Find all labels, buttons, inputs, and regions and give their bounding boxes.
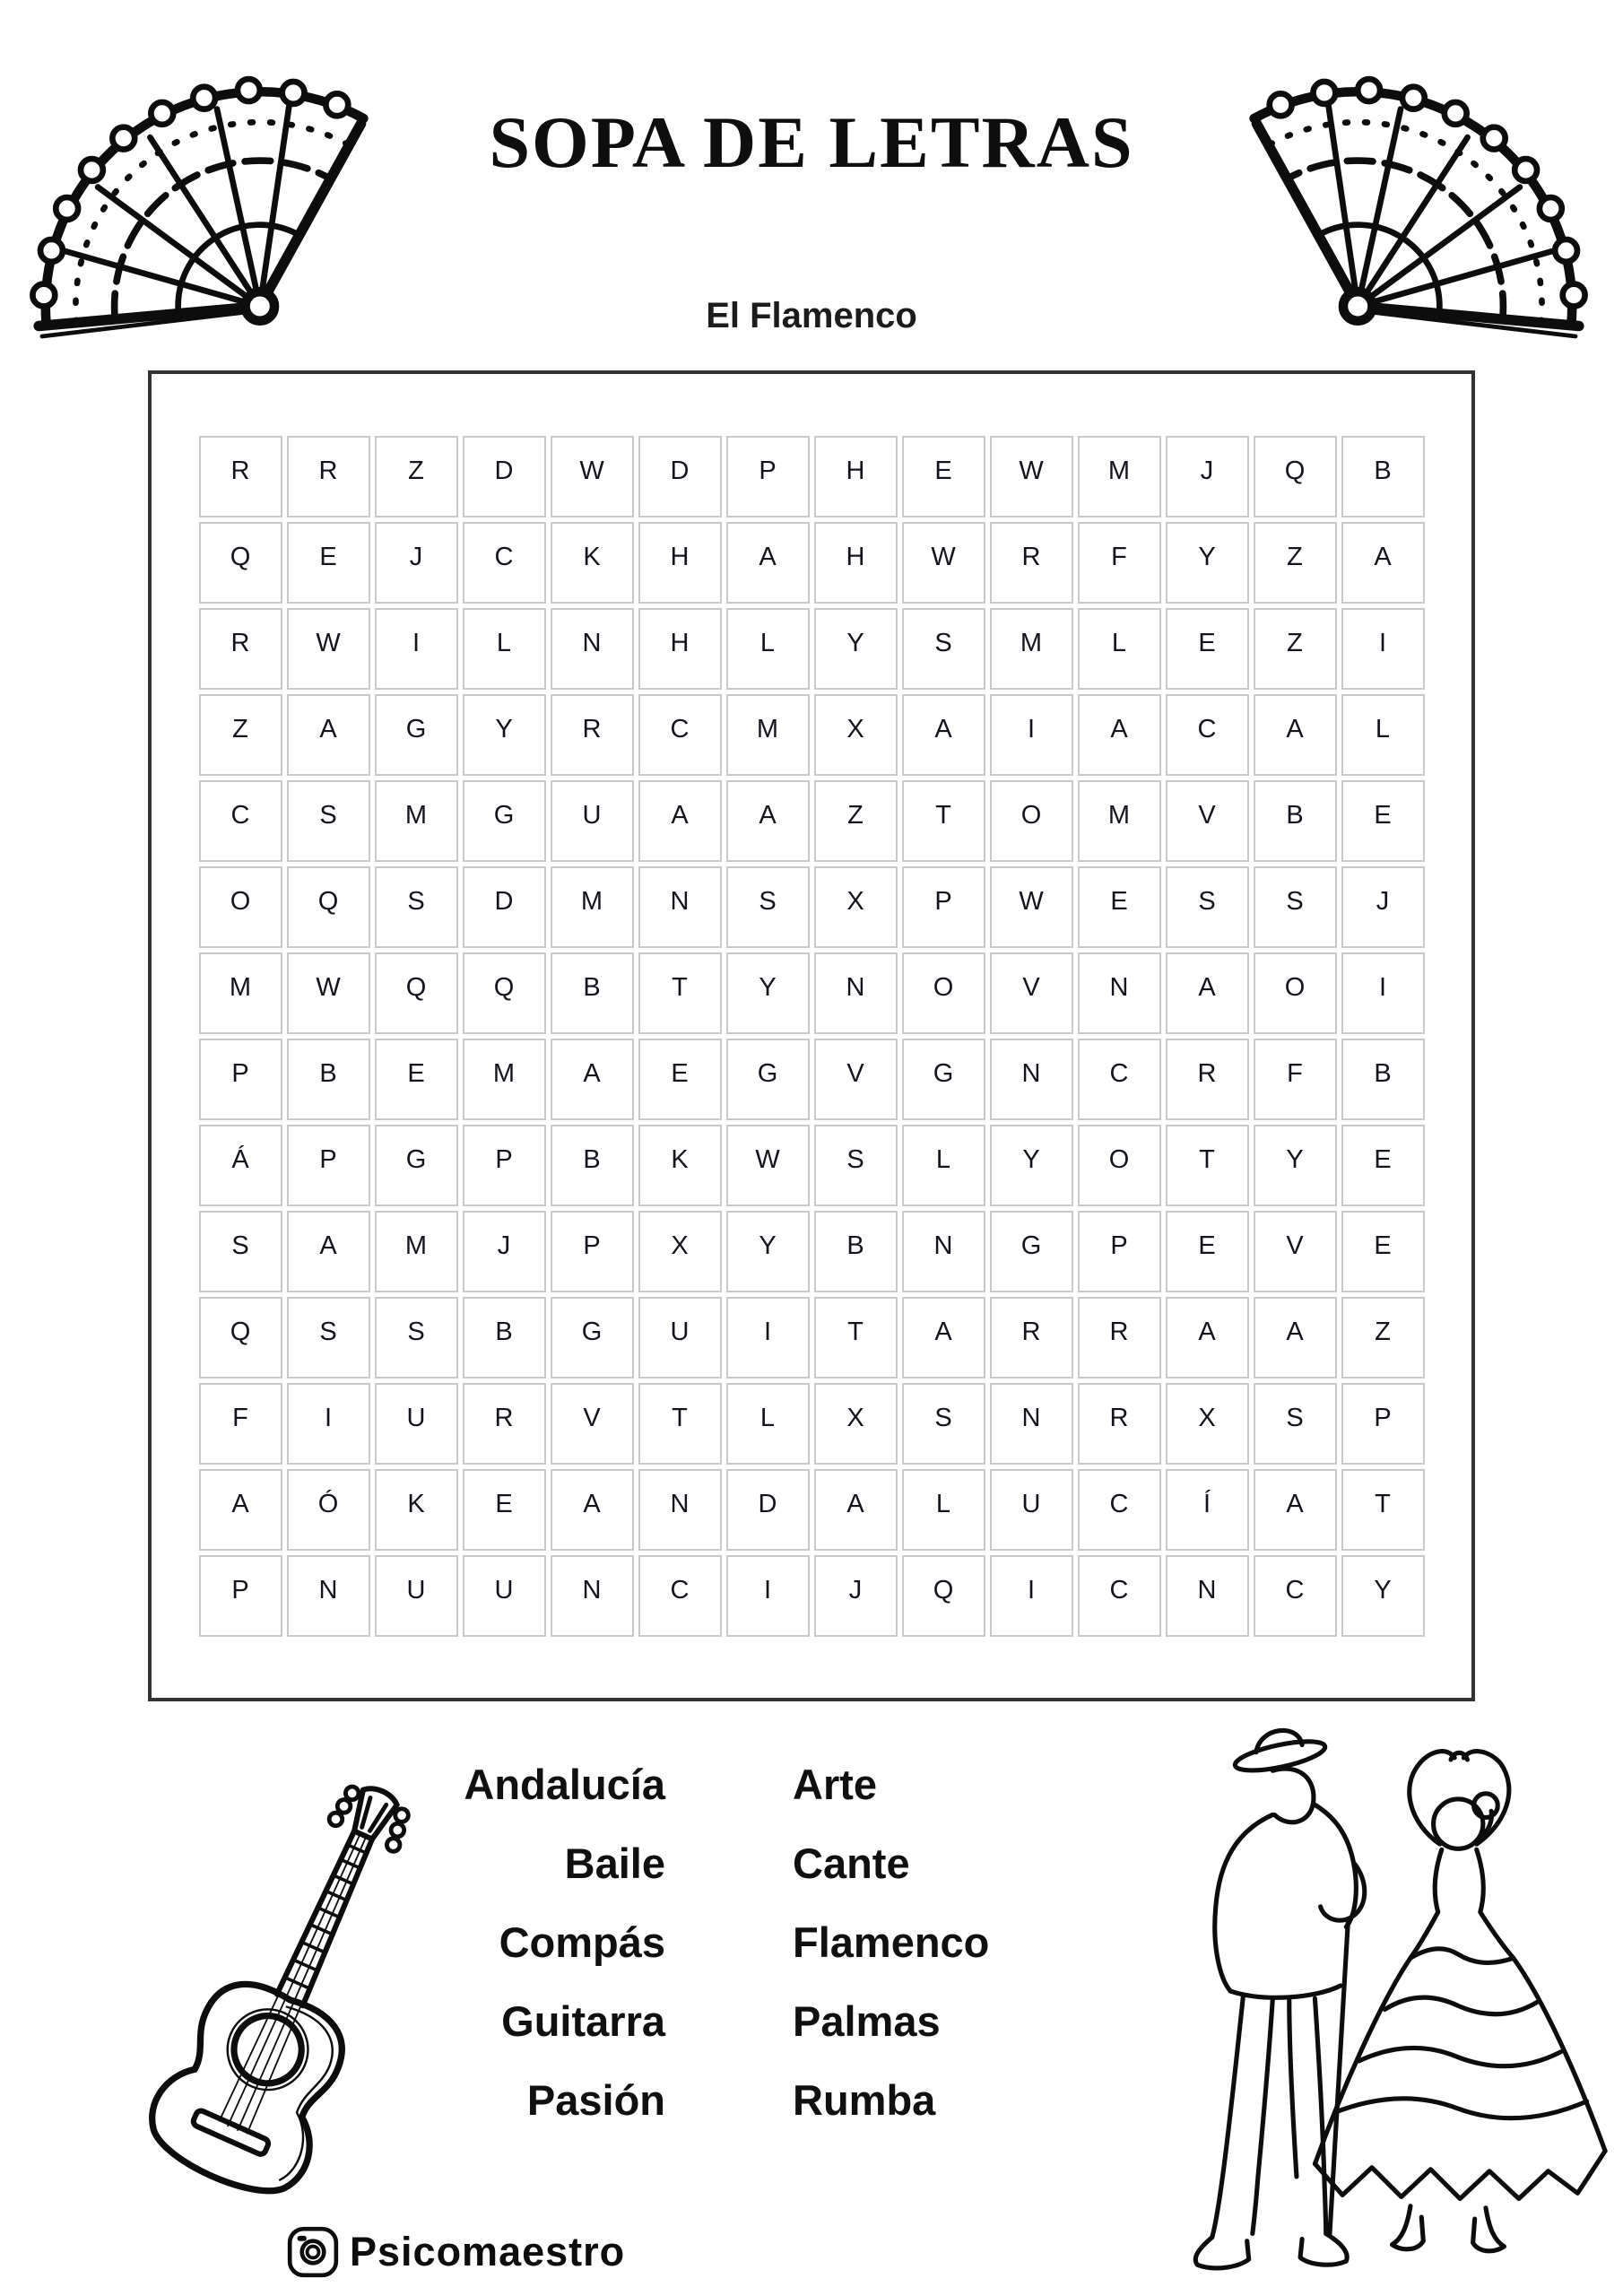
grid-cell[interactable]: N [1166,1555,1249,1637]
grid-cell[interactable]: I [726,1555,810,1637]
grid-cell[interactable]: R [1166,1039,1249,1120]
grid-cell[interactable]: U [375,1555,458,1637]
grid-cell[interactable]: Y [990,1125,1073,1206]
grid-cell[interactable]: V [990,952,1073,1034]
puzzle-subtitle: El Flamenco [706,296,917,335]
grid-cell[interactable]: A [902,694,985,776]
grid-cell[interactable]: O [990,780,1073,862]
grid-cell[interactable]: A [726,780,810,862]
grid-cell[interactable]: H [814,436,898,517]
grid-cell[interactable]: S [375,866,458,948]
grid-row [199,608,1425,690]
grid-cell[interactable]: N [814,952,898,1034]
grid-cell[interactable]: E [463,1469,546,1551]
grid-cell[interactable]: K [375,1469,458,1551]
grid-cell[interactable]: N [287,1555,370,1637]
grid-cell[interactable]: A [551,1039,634,1120]
grid-cell[interactable]: E [1078,866,1161,948]
grid-cell[interactable]: P [199,1039,282,1120]
grid-cell[interactable]: P [1341,1383,1425,1465]
grid-cell[interactable]: T [902,780,985,862]
grid-cell[interactable]: C [1078,1555,1161,1637]
grid-cell[interactable]: A [726,522,810,604]
grid-cell[interactable]: G [463,780,546,862]
flamenco-dancers-icon [1132,1686,1616,2292]
word-list-column-left [296,1745,665,2140]
grid-cell[interactable]: N [902,1211,985,1292]
word-item[interactable]: Flamenco [793,1918,990,1966]
grid-cell[interactable]: Í [1166,1469,1249,1551]
grid-cell[interactable]: Z [1254,608,1337,690]
grid-cell[interactable]: Y [463,694,546,776]
grid-cell[interactable]: Q [1254,436,1337,517]
grid-cell[interactable]: M [551,866,634,948]
grid-cell[interactable]: E [375,1039,458,1120]
grid-cell[interactable]: C [1078,1039,1161,1120]
grid-cell[interactable]: A [902,1297,985,1378]
grid-cell[interactable]: R [463,1383,546,1465]
instagram-handle: Psicomaestro [350,2229,626,2274]
grid-cell[interactable]: Z [375,436,458,517]
grid-cell[interactable]: Q [902,1555,985,1637]
grid-cell[interactable]: L [902,1125,985,1206]
grid-row [199,1211,1425,1292]
grid-cell[interactable]: B [551,1125,634,1206]
grid-cell[interactable]: I [990,694,1073,776]
grid-row [199,780,1425,862]
grid-cell[interactable]: P [551,1211,634,1292]
grid-cell[interactable]: Q [463,952,546,1034]
grid-cell[interactable]: L [902,1469,985,1551]
grid-cell[interactable]: E [1166,608,1249,690]
grid-cell[interactable]: A [1254,1297,1337,1378]
grid-cell[interactable]: C [1078,1469,1161,1551]
grid-cell[interactable]: R [990,522,1073,604]
grid-cell[interactable]: R [551,694,634,776]
grid-cell[interactable]: T [638,1383,722,1465]
grid-cell[interactable]: J [463,1211,546,1292]
grid-cell[interactable]: B [463,1297,546,1378]
grid-cell[interactable]: W [287,608,370,690]
grid-row [199,1125,1425,1206]
grid-cell[interactable]: Q [199,1297,282,1378]
grid-cell[interactable]: Y [1166,522,1249,604]
grid-cell[interactable]: U [463,1555,546,1637]
grid-cell[interactable]: W [902,522,985,604]
grid-cell[interactable]: G [375,1125,458,1206]
grid-cell[interactable]: N [551,1555,634,1637]
grid-cell[interactable]: P [902,866,985,948]
grid-cell[interactable]: M [375,1211,458,1292]
grid-cell[interactable]: M [375,780,458,862]
grid-cell[interactable]: T [638,952,722,1034]
grid-cell[interactable]: C [1254,1555,1337,1637]
word-item[interactable]: Arte [793,1761,878,1808]
word-list [296,1745,1103,2140]
grid-cell[interactable]: Y [726,952,810,1034]
grid-cell[interactable]: B [287,1039,370,1120]
grid-cell[interactable]: B [1341,1039,1425,1120]
letter-grid [195,431,1429,1641]
grid-cell[interactable]: R [1078,1297,1161,1378]
grid-cell[interactable]: N [638,1469,722,1551]
grid-cell[interactable]: M [726,694,810,776]
grid-cell[interactable]: X [814,866,898,948]
grid-cell[interactable]: W [551,436,634,517]
grid-cell[interactable]: Y [726,1211,810,1292]
grid-cell[interactable]: A [1254,1469,1337,1551]
grid-cell[interactable]: Y [1254,1125,1337,1206]
grid-cell[interactable]: X [638,1211,722,1292]
grid-cell[interactable]: A [1078,694,1161,776]
grid-row [199,522,1425,604]
grid-cell[interactable]: R [199,608,282,690]
grid-cell[interactable]: R [1078,1383,1161,1465]
grid-cell[interactable]: U [990,1469,1073,1551]
grid-cell[interactable]: C [199,780,282,862]
grid-cell[interactable]: Q [199,522,282,604]
word-item[interactable]: Cante [793,1839,910,1887]
grid-row [199,866,1425,948]
grid-cell[interactable]: A [287,1211,370,1292]
grid-cell[interactable]: B [814,1211,898,1292]
grid-cell[interactable]: X [1166,1383,1249,1465]
grid-cell[interactable]: V [1254,1211,1337,1292]
grid-cell[interactable]: L [1341,694,1425,776]
grid-cell[interactable]: W [990,866,1073,948]
grid-cell[interactable]: O [199,866,282,948]
grid-cell[interactable]: O [1078,1125,1161,1206]
grid-cell[interactable]: L [726,608,810,690]
grid-cell[interactable]: A [638,780,722,862]
grid-cell[interactable]: I [990,1555,1073,1637]
grid-cell[interactable]: J [1166,436,1249,517]
grid-cell[interactable]: M [1078,780,1161,862]
grid-row [199,1039,1425,1120]
grid-cell[interactable]: S [287,1297,370,1378]
grid-row [199,1383,1425,1465]
grid-cell[interactable]: J [814,1555,898,1637]
word-item[interactable]: Andalucía [464,1761,665,1808]
grid-cell[interactable]: Y [1341,1555,1425,1637]
grid-cell[interactable]: A [199,1469,282,1551]
grid-cell[interactable]: J [1341,866,1425,948]
grid-cell[interactable]: S [1254,866,1337,948]
grid-cell[interactable]: C [638,1555,722,1637]
grid-cell[interactable]: B [551,952,634,1034]
grid-cell[interactable]: C [1166,694,1249,776]
grid-cell[interactable]: O [1254,952,1337,1034]
word-item[interactable]: Palmas [793,1997,941,2045]
grid-cell[interactable]: T [1166,1125,1249,1206]
grid-cell[interactable]: N [990,1383,1073,1465]
grid-cell[interactable]: E [638,1039,722,1120]
letter-grid-frame [148,370,1475,1701]
grid-cell[interactable]: I [375,608,458,690]
grid-cell[interactable]: I [1341,952,1425,1034]
grid-cell[interactable]: C [463,522,546,604]
grid-cell[interactable]: X [814,1383,898,1465]
grid-cell[interactable]: U [551,780,634,862]
grid-cell[interactable]: Q [287,866,370,948]
grid-cell[interactable]: V [1166,780,1249,862]
grid-cell[interactable]: H [814,522,898,604]
grid-cell[interactable]: R [287,436,370,517]
grid-cell[interactable]: S [726,866,810,948]
grid-cell[interactable]: P [199,1555,282,1637]
grid-cell[interactable]: F [1078,522,1161,604]
grid-cell[interactable]: P [287,1125,370,1206]
grid-cell[interactable]: C [638,694,722,776]
grid-cell[interactable]: S [814,1125,898,1206]
grid-cell[interactable]: K [638,1125,722,1206]
grid-cell[interactable]: Z [1254,522,1337,604]
grid-row [199,1469,1425,1551]
grid-cell[interactable]: Ó [287,1469,370,1551]
grid-cell[interactable]: H [638,608,722,690]
word-item[interactable]: Compás [499,1918,665,1966]
grid-cell[interactable]: S [902,608,985,690]
word-item[interactable]: Baile [564,1839,665,1887]
page-title: SOPA DE LETRAS [489,101,1134,183]
grid-cell[interactable]: E [902,436,985,517]
grid-cell[interactable]: A [287,694,370,776]
grid-cell[interactable]: V [814,1039,898,1120]
grid-cell[interactable]: A [1254,694,1337,776]
grid-cell[interactable]: Á [199,1125,282,1206]
word-item[interactable]: Rumba [793,2076,936,2124]
grid-cell[interactable]: T [1341,1469,1425,1551]
grid-cell[interactable]: T [814,1297,898,1378]
grid-cell[interactable]: M [990,608,1073,690]
word-item[interactable]: Pasión [526,2076,665,2124]
grid-row [199,694,1425,776]
grid-cell[interactable]: G [726,1039,810,1120]
grid-cell[interactable]: X [814,694,898,776]
grid-cell[interactable]: G [375,694,458,776]
grid-cell[interactable]: Z [199,694,282,776]
grid-cell[interactable]: A [1341,522,1425,604]
grid-cell[interactable]: U [375,1383,458,1465]
grid-cell[interactable]: E [287,522,370,604]
grid-cell[interactable]: N [1078,952,1161,1034]
grid-cell[interactable]: B [1254,780,1337,862]
grid-cell[interactable]: L [1078,608,1161,690]
instagram-credit[interactable] [285,2224,625,2280]
grid-cell[interactable]: P [726,436,810,517]
grid-cell[interactable]: E [1341,780,1425,862]
grid-cell[interactable]: H [638,522,722,604]
letter-grid-body [199,436,1425,1637]
grid-cell[interactable]: O [902,952,985,1034]
grid-cell[interactable]: M [199,952,282,1034]
grid-cell[interactable]: E [1341,1211,1425,1292]
grid-cell[interactable]: F [1254,1039,1337,1120]
word-list-column-right [793,1745,1103,2140]
grid-cell[interactable]: D [638,436,722,517]
grid-cell[interactable]: S [287,780,370,862]
grid-cell[interactable]: W [726,1125,810,1206]
grid-cell[interactable]: A [814,1469,898,1551]
grid-cell[interactable]: W [990,436,1073,517]
grid-cell[interactable]: M [463,1039,546,1120]
grid-cell[interactable]: D [463,866,546,948]
grid-cell[interactable]: R [199,436,282,517]
grid-cell[interactable]: D [726,1469,810,1551]
grid-cell[interactable]: E [1166,1211,1249,1292]
grid-cell[interactable]: A [1166,1297,1249,1378]
grid-cell[interactable]: N [551,608,634,690]
grid-cell[interactable]: L [726,1383,810,1465]
grid-row [199,436,1425,517]
grid-row [199,1555,1425,1637]
grid-row [199,952,1425,1034]
grid-cell[interactable]: B [1341,436,1425,517]
grid-cell[interactable]: S [199,1211,282,1292]
grid-cell[interactable]: Y [814,608,898,690]
grid-cell[interactable]: Z [1341,1297,1425,1378]
grid-cell[interactable]: D [463,436,546,517]
grid-cell[interactable]: F [199,1383,282,1465]
grid-cell[interactable]: E [1341,1125,1425,1206]
grid-cell[interactable]: K [551,522,634,604]
grid-cell[interactable]: G [990,1211,1073,1292]
grid-cell[interactable]: L [463,608,546,690]
grid-row [199,1297,1425,1378]
word-item[interactable]: Guitarra [501,1997,665,2045]
grid-cell[interactable]: G [551,1297,634,1378]
grid-cell[interactable]: R [990,1297,1073,1378]
grid-cell[interactable]: A [551,1469,634,1551]
grid-cell[interactable]: W [287,952,370,1034]
grid-cell[interactable]: Z [814,780,898,862]
grid-cell[interactable]: S [902,1383,985,1465]
grid-cell[interactable]: J [375,522,458,604]
grid-cell[interactable]: U [638,1297,722,1378]
grid-cell[interactable]: S [1166,866,1249,948]
grid-cell[interactable]: V [551,1383,634,1465]
grid-cell[interactable]: Q [375,952,458,1034]
grid-cell[interactable]: S [375,1297,458,1378]
grid-cell[interactable]: P [463,1125,546,1206]
grid-cell[interactable]: M [1078,436,1161,517]
grid-cell[interactable]: I [287,1383,370,1465]
instagram-icon [285,2224,341,2280]
grid-cell[interactable]: A [1166,952,1249,1034]
grid-cell[interactable]: I [1341,608,1425,690]
grid-cell[interactable]: I [726,1297,810,1378]
grid-cell[interactable]: N [990,1039,1073,1120]
grid-cell[interactable]: N [638,866,722,948]
grid-cell[interactable]: P [1078,1211,1161,1292]
grid-cell[interactable]: G [902,1039,985,1120]
grid-cell[interactable]: S [1254,1383,1337,1465]
